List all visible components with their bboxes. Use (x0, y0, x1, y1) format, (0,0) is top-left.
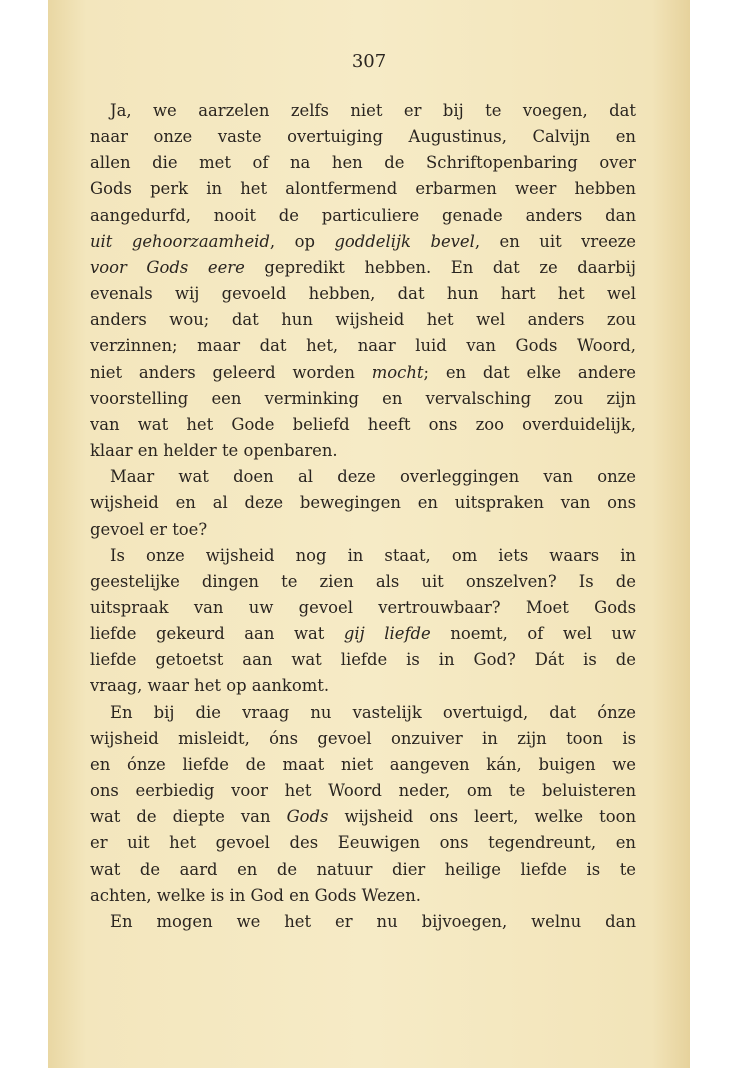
text-segment: wijsheid misleidt, óns gevoel onzuiver in zijn toon is (90, 728, 636, 748)
book-page (48, 0, 690, 1068)
text-line (90, 281, 636, 307)
italic-text: uit gehoorzaamheid (90, 231, 270, 251)
text-segment: verzinnen; maar dat het, naar luid van Gods Woord, (90, 336, 636, 356)
text-line (90, 700, 636, 726)
text-line (90, 778, 636, 804)
text-segment: En bij die vraag nu vastelijk overtuigd, dat ónze (110, 702, 636, 722)
text-segment: aangedurfd, nooit de particuliere genade anders dan (90, 205, 636, 225)
page-number: 307 (351, 51, 387, 72)
text-segment: van wat het Gode beliefd heeft ons zoo overduidelijk, (90, 414, 636, 434)
text-segment: Maar wat doen al deze overleggingen van onze (110, 467, 636, 487)
text-line (90, 595, 636, 621)
text-segment: naar onze vaste overtuiging Augustinus, Calvijn en (90, 127, 636, 147)
text-segment: liefde getoetst aan wat liefde is in God? Dát is de (90, 650, 636, 670)
italic-text: Gods (286, 807, 329, 827)
text-line (90, 176, 636, 202)
text-segment: achten, welke is in God en Gods Wezen. (90, 885, 421, 905)
text-line (90, 883, 636, 909)
text-line (90, 673, 636, 699)
text-segment: er uit het gevoel des Eeuwigen ons tegendreunt, en (90, 833, 636, 853)
text-segment: en ónze liefde de maat niet aangeven kán, buigen we (90, 754, 636, 774)
text-segment: ons eerbiedig voor het Woord neder, om te beluisteren (90, 781, 636, 801)
italic-text: gij liefde (343, 624, 431, 644)
text-line (90, 255, 636, 281)
text-segment: wijsheid en al deze bewegingen en uitspraken van ons (90, 493, 636, 513)
text-line (90, 412, 636, 438)
text-segment: allen die met of na hen de Schriftopenbaring over (90, 153, 636, 173)
text-segment: , en uit vreeze (474, 231, 636, 251)
text-line (90, 621, 636, 647)
text-segment: wat de diepte van (90, 807, 287, 827)
text-segment: wat de aard en de natuur dier heilige liefde is te (90, 859, 636, 879)
text-line (90, 438, 636, 464)
text-line (90, 360, 636, 386)
text-segment: voorstelling een verminking en vervalsching zou zijn (90, 388, 636, 408)
body-text (90, 98, 636, 935)
text-segment: niet anders geleerd worden (90, 362, 372, 382)
text-segment: wijsheid ons leert, welke toon (328, 807, 636, 827)
text-segment: liefde gekeurd aan wat (90, 624, 344, 644)
text-segment: Gods perk in het alontfermend erbarmen weer hebben (90, 179, 636, 199)
text-segment: En mogen we het er nu bijvoegen, welnu dan (110, 911, 636, 931)
italic-text: mocht (371, 362, 424, 382)
text-line (90, 909, 636, 935)
text-line (90, 203, 636, 229)
text-line (90, 569, 636, 595)
text-segment: , op (269, 231, 335, 251)
text-segment: uitspraak van uw gevoel vertrouwbaar? Moet Gods (90, 597, 636, 617)
text-segment: klaar en helder te openbaren. (90, 441, 338, 461)
text-segment: geestelijke dingen te zien als uit onszelven? Is de (90, 571, 636, 591)
text-line (90, 124, 636, 150)
text-line (90, 229, 636, 255)
text-line (90, 726, 636, 752)
italic-text: goddelijk bevel (334, 231, 475, 251)
text-line (90, 543, 636, 569)
text-line (90, 517, 636, 543)
text-line (90, 752, 636, 778)
text-line (90, 98, 636, 124)
text-line (90, 307, 636, 333)
text-line (90, 857, 636, 883)
text-line (90, 830, 636, 856)
text-segment: Is onze wijsheid nog in staat, om iets waars in (110, 545, 636, 565)
text-line (90, 150, 636, 176)
text-segment: Ja, we aarzelen zelfs niet er bij te voegen, dat (110, 101, 636, 120)
italic-text: voor Gods eere (90, 257, 245, 277)
text-line (90, 647, 636, 673)
text-segment: evenals wij gevoeld hebben, dat hun hart het wel (90, 284, 636, 304)
text-line (90, 804, 636, 830)
text-segment: noemt, of wel uw (430, 624, 636, 644)
text-line (90, 490, 636, 516)
text-line (90, 464, 636, 490)
text-segment: gevoel er toe? (90, 519, 208, 539)
text-line (90, 386, 636, 412)
text-segment: ; en dat elke andere (423, 362, 636, 382)
text-line (90, 333, 636, 359)
text-segment: vraag, waar het op aankomt. (90, 676, 330, 696)
text-segment: anders wou; dat hun wijsheid het wel anders zou (90, 310, 636, 330)
text-segment: gepredikt hebben. En dat ze daarbij (244, 257, 636, 277)
